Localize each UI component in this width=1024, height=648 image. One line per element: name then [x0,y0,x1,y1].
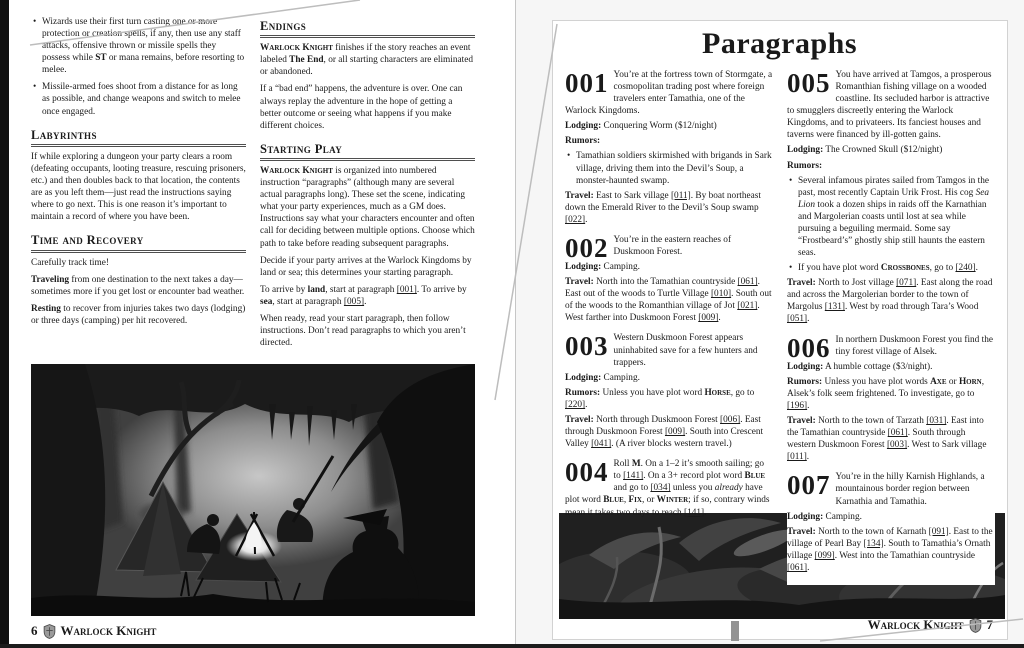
lodging-line: Lodging: Camping. [787,511,862,522]
rumors-label: Rumors: [787,376,823,387]
paragraph-ref[interactable]: [061] [787,562,808,573]
section-heading: Labyrinths [31,127,246,147]
lodging-label: Lodging: [565,121,602,132]
shield-icon [969,618,982,633]
paragraph-entry-006 [787,334,995,464]
emphasis-text: sea [260,296,273,307]
campfire-illustration [31,364,475,616]
travel-label: Travel: [787,278,816,289]
section-heading: Endings [260,18,475,38]
paragraph-entry-007 [787,471,995,574]
lodging-label: Lodging: [787,361,824,372]
emphasis-text: Sea Lion [798,187,990,210]
paragraph-entry-005 [787,69,995,326]
lodging-line: Lodging: The Crowned Skull ($12/night) [787,145,943,156]
travel-line: Travel: North into the Tamathian countryside [061]. East out of the woods to Turtle Village [010]. South out of the woods to the Romanthian village of Jot [021]. West farther into Duskmoon Forest [009]. [565,277,772,324]
paragraph-ref[interactable]: [021] [737,301,758,312]
paragraph-entry-001 [565,69,773,226]
lodging-label: Lodging: [565,262,602,273]
emphasis-text: Traveling [31,274,70,285]
paragraph-ref[interactable]: [141] [684,507,705,518]
paragraph-ref[interactable]: [009] [698,313,719,324]
travel-label: Travel: [565,414,594,425]
left-page-footer [31,618,495,644]
rumor-item: • Tamathian soldiers skirmished with brigands in Sark village, driving them into the Devil’s Soup, a monster-haunted swamp. [565,150,773,186]
left-col-1 [31,16,246,362]
paragraph-ref[interactable]: [010] [710,289,732,300]
paragraph-ref[interactable]: [006] [720,414,741,425]
paragraph-ref[interactable]: [061] [737,277,758,288]
rumor-item: • Several infamous pirates sailed from Tamgos in the past, most recently Captain Urik Frost. His cog Sea Lion took a dozen ships in raids off the Karnathian and Margolerian coasts until lost at sea while pursuing a beguiling mermaid. Some say “Frostbeard’s” ghostly ship still haunts the eastern seas. [787,175,995,260]
paragraph-number: 006 [787,332,831,363]
paragraph-ref[interactable]: [001] [396,284,417,295]
page-number: 6 [31,623,38,638]
left-page-columns [31,16,495,362]
paragraph-ref[interactable]: [022] [565,214,586,225]
paragraph-ref[interactable]: [011] [670,190,691,201]
bullet-item: • Missile-armed foes shoot from a distance for as long as possible, and change weapons and switch to melee once engaged. [31,81,246,117]
travel-line: Travel: North to the town of Tarzath [031]. East into the Tamathian countryside [061]. South through western Duskmoon Forest [003]. West to Sark village [011]. [787,416,987,463]
body-paragraph: Warlock Knight finishes if the story reaches an event labeled The End, or all starting characters are eliminated or abandoned. [260,43,474,78]
right-page-footer [868,617,993,633]
paragraph-ref[interactable]: [220] [565,399,586,410]
body-paragraph: Decide if your party arrives at the Warlock Kingdoms by land or sea; this determines your starting paragraph. [260,255,472,278]
footer-brand: Warlock Knight [60,623,157,638]
scan-edge-left [0,0,9,648]
right-col-2 [787,69,995,585]
lodging-label: Lodging: [787,145,824,156]
paragraph-ref[interactable]: [196] [787,400,808,411]
left-page [9,0,516,644]
travel-label: Travel: [787,526,816,537]
emphasis-text: Resting [31,303,61,314]
travel-label: Travel: [565,190,594,201]
entry-body: You’re at the fortress town of Stormgate, a cosmopolitan trading post where foreign travelers enter Tamathia, one of the Warlock Kingdoms. [565,70,773,117]
travel-line: Travel: North through Duskmoon Forest [006]. East through Duskmoon Forest [009]. South into Crescent Valley [041]. (A river blocks western travel.) [565,414,764,450]
bullet-item: • Wizards use their first turn casting one or more protection or creation spells, if any, then use any staff attacks, offensive thrown or missile spells they possess while ST or mana remains, before resorting to melee. [31,16,246,76]
emphasis-text: M [631,459,641,470]
emphasis-text: Horse [704,387,731,398]
section-heading: Time and Recovery [31,232,246,252]
emphasis-text: Fix [628,495,642,506]
rumors-label: Rumors: [565,136,601,147]
body-paragraph: Traveling from one destination to the next takes a day—sometimes more if you get lost or encounter bad weather. [31,274,245,297]
paragraph-number: 002 [565,232,609,263]
emphasis-text: Winter [656,495,689,506]
body-paragraph: Carefully track time! [31,257,109,268]
paragraph-ref[interactable]: [011] [787,452,807,463]
scan-edge-bottom [0,644,1024,648]
paragraph-ref[interactable]: [134] [863,538,884,549]
footer-brand: Warlock Knight [867,617,964,632]
emphasis-text: Crossbones [880,263,930,274]
emphasis-text: Axe [930,376,947,387]
entry-body: In northern Duskmoon Forest you find the tiny forest village of Alsek. [835,334,994,357]
emphasis-text: Blue [603,495,624,506]
body-paragraph: If a “bad end” happens, the adventure is over. One can always replay the adventure in the hope of getting a better outcome or seeing what happens if you make different choices. [260,84,463,131]
page-number: 7 [986,617,993,632]
rumors-label: Rumors: [565,387,601,398]
entry-body: You have arrived at Tamgos, a prosperous Romanthian fishing village on a wooded coastline. Its secluded harbor is attractive to smugglers discreetly entering the Warlock Kingdoms, and to privateers. Its fanciest houses and taverns were financed by ill-gotten gains. [787,70,992,141]
paragraph-number: 003 [565,331,609,362]
right-page-columns [565,69,994,585]
paragraph-number: 007 [787,470,831,501]
scan-page-marker [731,621,739,641]
rumors-line [565,135,773,147]
travel-line: Travel: East to Sark village [011]. By boat northeast down the Emerald River to the Devil’s Soup swamp [022]. [565,190,761,225]
paragraph-ref[interactable]: [031] [926,416,947,427]
paragraph-ref[interactable]: [099] [814,550,835,561]
paragraph-entry-004 [565,458,773,518]
emphasis-text: Blue [744,471,766,482]
lodging-line: Lodging: Conquering Worm ($12/night) [565,121,717,132]
entry-body: Roll M. On a 1–2 it’s smooth sailing; go to [141]. On a 3+ record plot word Blue and go to [034] unless you already have plot word Blue, Fix, or Winter; if so, contrary winds mean it takes two days to reach [141]. [565,459,770,518]
emphasis-text: already [714,483,743,494]
paragraph-number: 001 [565,69,609,98]
paragraph-entry-003 [565,332,773,450]
emphasis-text: The End [289,55,324,66]
rumors-line: Rumors: Unless you have plot word Horse, go to [220]. [565,387,755,410]
shield-icon [43,624,56,639]
paragraph-ref[interactable]: [091] [928,526,949,537]
body-paragraph: When ready, read your start paragraph, then follow instructions. Don’t read paragraphs to which you aren’t directed. [260,313,466,349]
paragraph-ref[interactable]: [141] [623,471,644,482]
paragraph-entry-002 [565,234,773,325]
right-col-1 [565,69,773,585]
paragraph-ref[interactable]: [003] [886,440,908,451]
body-paragraph: Resting to recover from injuries takes two days (lodging) or three days (camping) per hit recovered. [31,303,246,326]
lodging-line: Lodging: A humble cottage ($3/night). [787,361,933,372]
paragraph-ref[interactable]: [041] [591,439,612,450]
body-paragraph: If while exploring a dungeon your party clears a room (defeating occupants, looting treasure, rescuing prisoners, etc.) and then doubles back to that location, the contents are as you left them—just read the instructions saying where to go next. This is one reason it’s important to maintain a record of where you have been. [31,151,246,223]
paragraph-ref[interactable]: [034] [650,483,671,494]
travel-label: Travel: [787,416,816,427]
entry-body: Western Duskmoon Forest appears uninhabited save for a few hunters and trappers. [613,333,758,368]
page-title: Paragraphs [702,27,857,60]
emphasis-text: Horn [958,376,982,387]
lodging-line: Lodging: Camping. [565,372,640,383]
right-page [552,20,1008,640]
travel-label: Travel: [565,277,594,288]
rumors-line: Rumors: Unless you have plot words Axe or Horn, Alsek’s folk seem frightened. To investigate, go to [196]. [787,376,985,411]
emphasis-text: ST [95,53,107,64]
paragraph-ref[interactable]: [005] [343,296,365,307]
lodging-label: Lodging: [787,511,824,522]
lodging-label: Lodging: [565,372,602,383]
paragraph-ref[interactable]: [009] [664,427,686,438]
paragraph-ref[interactable]: [051] [787,314,808,325]
paragraph-ref[interactable]: [240] [955,263,976,274]
paragraph-number: 004 [565,457,609,488]
rumors-line [787,160,995,172]
lodging-line: Lodging: Camping. [565,262,640,273]
entry-body: You’re in the hilly Karnish Highlands, a mountainous border region between Karnathia and Tamathia. [835,472,985,507]
body-paragraph: To arrive by land, start at paragraph [001]. To arrive by sea, start at paragraph [005]. [260,284,467,307]
paragraph-ref[interactable]: [071] [896,278,917,289]
travel-line: Travel: North to Jost village [071]. East along the road and across the Margolerian border to the town of Margolus [131]. West by road through Tara’s Wood [051]. [787,278,993,325]
paragraph-number: 005 [787,69,831,98]
left-col-2 [260,16,475,362]
paragraph-ref[interactable]: [131] [824,302,845,313]
entry-body: You’re in the eastern reaches of Duskmoon Forest. [613,234,732,258]
body-paragraph: Warlock Knight is organized into numbered instruction “paragraphs” (although many are several actual paragraphs long). These set the scene, indicating what your party experiences, much as a GM does. Instructions say what your characters encounter and often call for deciding between multiple options. Choose which path to take before reading subsequent paragraphs. [260,166,475,249]
rumors-label: Rumors: [787,160,823,171]
travel-line: Travel: North to the town of Karnath [091]. East to the village of Pearl Bay [134]. South to Tamathia’s Ornath village [099]. West into the Tamathian countryside [061]. [787,526,993,573]
emphasis-text: Warlock Knight [260,166,333,177]
section-heading: Starting Play [260,141,475,161]
rumor-item: • If you have plot word Crossbones, go to [240]. [787,262,995,274]
emphasis-text: Warlock Knight [260,43,333,54]
paragraph-ref[interactable]: [061] [887,428,908,439]
emphasis-text: land [307,284,326,295]
